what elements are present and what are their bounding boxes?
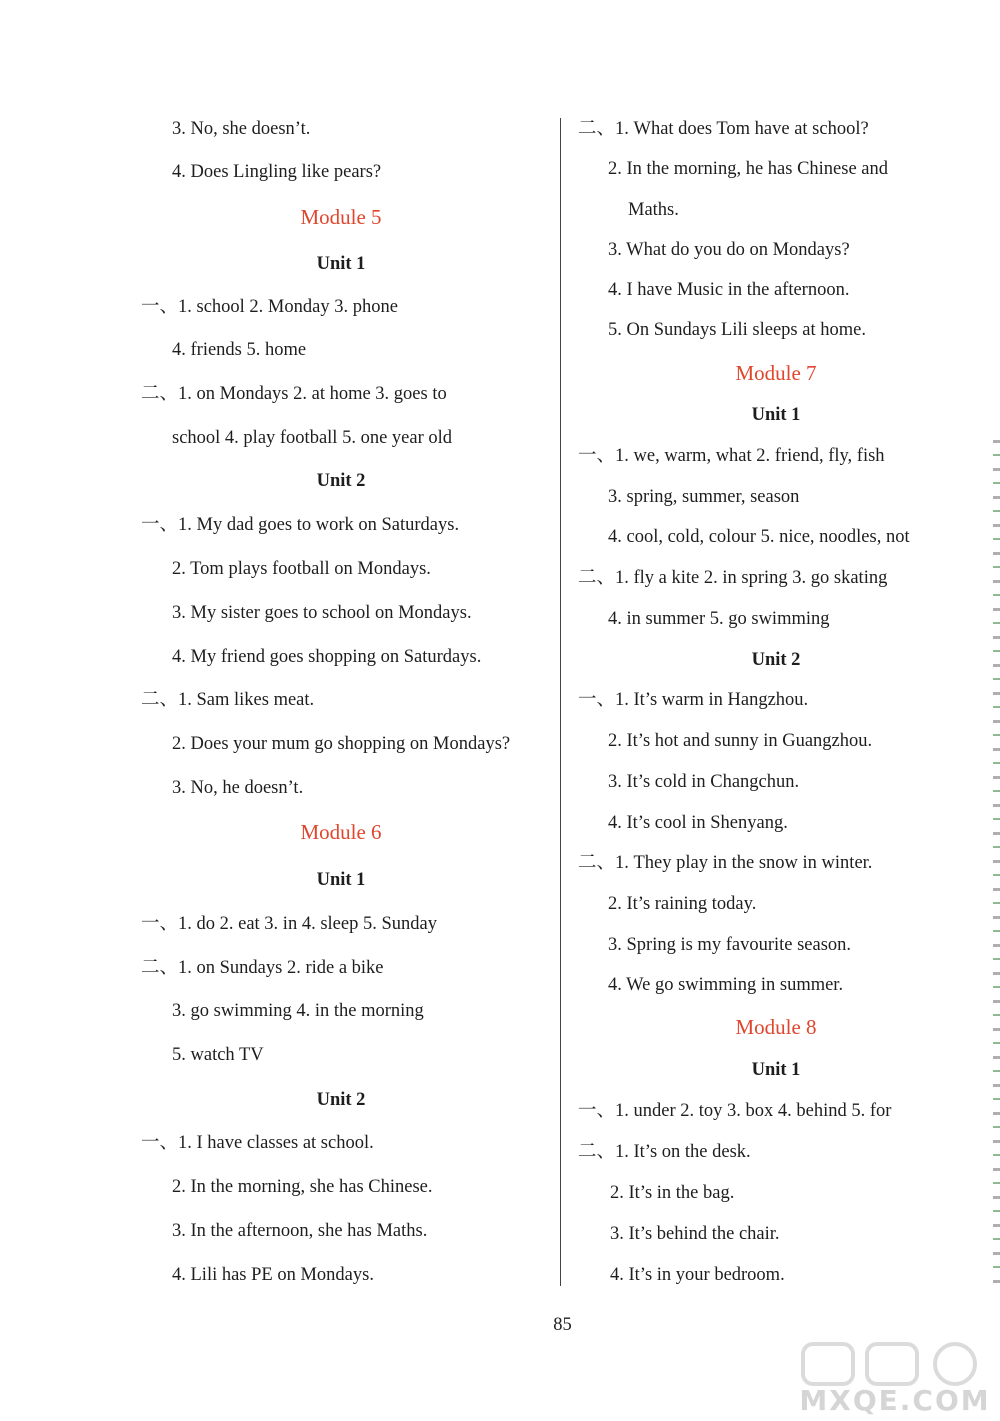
column-divider bbox=[560, 118, 561, 1286]
module-7-heading: Module 7 bbox=[735, 361, 817, 385]
answer-line: 一、1. we, warm, what 2. friend, fly, fish bbox=[578, 446, 885, 466]
answer-line: 3. Spring is my favourite season. bbox=[608, 935, 852, 955]
answer-line: 3. My sister goes to school on Mondays. bbox=[172, 603, 472, 623]
unit-1-heading: Unit 1 bbox=[316, 254, 366, 274]
answer-line: school 4. play football 5. one year old bbox=[172, 428, 453, 448]
answer-line: 2. It’s raining today. bbox=[608, 894, 757, 914]
answer-line: 3. What do you do on Mondays? bbox=[608, 240, 850, 260]
unit-1-heading: Unit 1 bbox=[316, 870, 366, 890]
answer-line: 4. friends 5. home bbox=[172, 340, 307, 360]
answer-line: 二、1. on Mondays 2. at home 3. goes to bbox=[141, 384, 447, 404]
unit-2-heading: Unit 2 bbox=[316, 1090, 366, 1110]
answer-line: 二、1. What does Tom have at school? bbox=[578, 119, 869, 139]
unit-2-heading: Unit 2 bbox=[751, 650, 801, 670]
answer-line: 3. It’s behind the chair. bbox=[610, 1224, 780, 1244]
page-number: 85 bbox=[553, 1315, 572, 1335]
answer-line: 2. In the morning, she has Chinese. bbox=[172, 1177, 433, 1197]
answer-line: 3. In the afternoon, she has Maths. bbox=[172, 1221, 428, 1241]
answer-line: 2. Does your mum go shopping on Mondays? bbox=[172, 734, 511, 754]
answer-line: 4. It’s cool in Shenyang. bbox=[608, 813, 788, 833]
answer-line: 一、1. school 2. Monday 3. phone bbox=[141, 297, 398, 317]
answer-line: 2. In the morning, he has Chinese and bbox=[608, 159, 889, 179]
answer-line: 4. We go swimming in summer. bbox=[608, 975, 844, 995]
answer-line: 3. It’s cold in Changchun. bbox=[608, 772, 800, 792]
answer-line: 5. On Sundays Lili sleeps at home. bbox=[608, 320, 866, 340]
module-5-heading: Module 5 bbox=[300, 205, 382, 229]
answer-line: 4. Lili has PE on Mondays. bbox=[172, 1265, 374, 1285]
answer-line: 5. watch TV bbox=[172, 1045, 264, 1065]
answer-line: Maths. bbox=[628, 200, 679, 220]
answer-line: 2. It’s in the bag. bbox=[610, 1183, 735, 1203]
answer-line: 3. spring, summer, season bbox=[608, 487, 800, 507]
unit-1-heading: Unit 1 bbox=[751, 405, 801, 425]
answer-line: 一、1. It’s warm in Hangzhou. bbox=[578, 690, 809, 710]
watermark-icon bbox=[795, 1338, 995, 1388]
answer-line: 4. My friend goes shopping on Saturdays. bbox=[172, 647, 482, 667]
answer-line: 一、1. under 2. toy 3. box 4. behind 5. for bbox=[578, 1101, 892, 1121]
answer-line: 4. I have Music in the afternoon. bbox=[608, 280, 850, 300]
page-edge-strip bbox=[993, 440, 1000, 1290]
answer-line: 4. in summer 5. go swimming bbox=[608, 609, 830, 629]
answer-line: 3. No, he doesn’t. bbox=[172, 778, 304, 798]
answer-line: 一、1. I have classes at school. bbox=[141, 1133, 374, 1153]
answer-line: 二、1. on Sundays 2. ride a bike bbox=[141, 958, 384, 978]
answer-line: 二、1. Sam likes meat. bbox=[141, 690, 315, 710]
module-6-heading: Module 6 bbox=[300, 820, 382, 844]
answer-line: 4. It’s in your bedroom. bbox=[610, 1265, 785, 1285]
answer-line: 二、1. They play in the snow in winter. bbox=[578, 853, 873, 873]
answer-line: 4. Does Lingling like pears? bbox=[172, 162, 382, 182]
answer-line: 3. No, she doesn’t. bbox=[172, 119, 311, 139]
watermark-text: MXQE.COM bbox=[799, 1384, 991, 1417]
unit-1-heading: Unit 1 bbox=[751, 1060, 801, 1080]
answer-line: 2. Tom plays football on Mondays. bbox=[172, 559, 431, 579]
answer-line: 3. go swimming 4. in the morning bbox=[172, 1001, 424, 1021]
unit-2-heading: Unit 2 bbox=[316, 471, 366, 491]
answer-line: 4. cool, cold, colour 5. nice, noodles, not bbox=[608, 527, 910, 547]
module-8-heading: Module 8 bbox=[735, 1015, 817, 1039]
answer-line: 一、1. do 2. eat 3. in 4. sleep 5. Sunday bbox=[141, 914, 437, 934]
answer-line: 二、1. It’s on the desk. bbox=[578, 1142, 751, 1162]
answer-line: 2. It’s hot and sunny in Guangzhou. bbox=[608, 731, 873, 751]
answer-line: 二、1. fly a kite 2. in spring 3. go skating bbox=[578, 568, 888, 588]
watermark-logo bbox=[795, 1338, 995, 1418]
answer-line: 一、1. My dad goes to work on Saturdays. bbox=[141, 515, 460, 535]
